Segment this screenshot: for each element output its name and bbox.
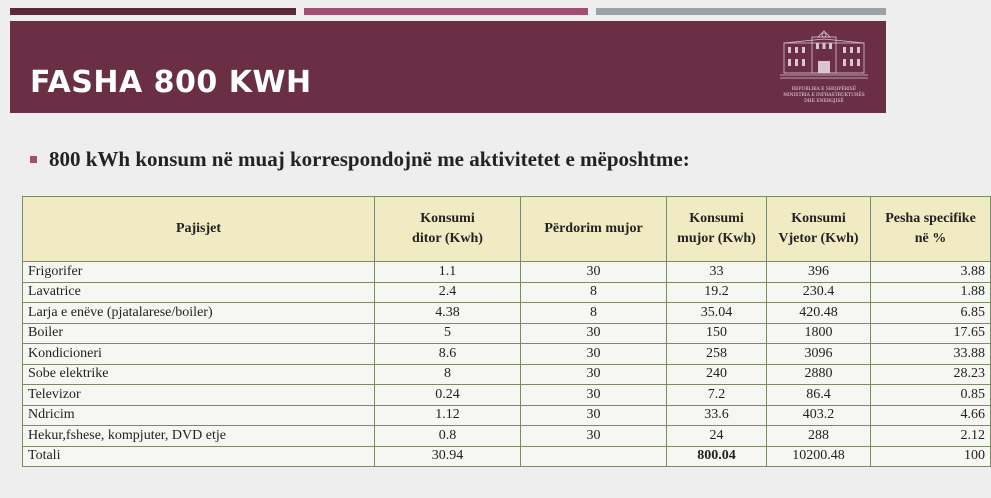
cell-share-percent: 3.88 xyxy=(871,262,991,283)
cell-monthly-use: 30 xyxy=(521,405,667,426)
cell-total-monthly-kwh: 800.04 xyxy=(667,446,767,467)
table-row xyxy=(23,303,991,324)
cell-share-percent: 6.85 xyxy=(871,303,991,324)
cell-daily: 0.24 xyxy=(375,385,521,406)
title-banner xyxy=(10,21,886,113)
cell-appliance: Kondicioneri xyxy=(23,344,375,365)
cell-daily: 2.4 xyxy=(375,282,521,303)
cell-monthly-use: 30 xyxy=(521,385,667,406)
cell-daily: 8.6 xyxy=(375,344,521,365)
header-text: ditor (Kwh) xyxy=(412,231,483,246)
cell-daily: 1.12 xyxy=(375,405,521,426)
cell-appliance: Lavatrice xyxy=(23,282,375,303)
table-header-row xyxy=(23,197,991,262)
header-text: Pesha specifike xyxy=(885,211,976,226)
cell-monthly-use: 8 xyxy=(521,303,667,324)
header-text: në % xyxy=(914,231,947,246)
header-text: Përdorim mujor xyxy=(544,221,643,236)
cell-appliance: Larja e enëve (pjatalarese/boiler) xyxy=(23,303,375,324)
logo-line-3: DHE ENERGJISË xyxy=(804,99,844,104)
table-row xyxy=(23,344,991,365)
cell-share-percent: 2.12 xyxy=(871,426,991,447)
cell-monthly-kwh: 33.6 xyxy=(667,405,767,426)
cell-monthly-kwh: 19.2 xyxy=(667,282,767,303)
cell-monthly-kwh: 33 xyxy=(667,262,767,283)
cell-monthly-kwh: 7.2 xyxy=(667,385,767,406)
header-text: Vjetor (Kwh) xyxy=(778,231,859,246)
header-perdorim-mujor xyxy=(521,197,667,262)
cell-yearly-kwh: 403.2 xyxy=(767,405,871,426)
logo-line-2: MINISTRIA E INFRASTRUKTURËS xyxy=(783,93,865,98)
table-row xyxy=(23,364,991,385)
cell-appliance: Hekur,fshese, kompjuter, DVD etje xyxy=(23,426,375,447)
cell-monthly-use: 30 xyxy=(521,344,667,365)
header-text: Konsumi xyxy=(689,211,744,226)
cell-total-share: 100 xyxy=(871,446,991,467)
table-row xyxy=(23,262,991,283)
cell-monthly-use: 30 xyxy=(521,364,667,385)
cell-total-daily: 30.94 xyxy=(375,446,521,467)
header-text: Konsumi xyxy=(420,211,475,226)
cell-appliance: Sobe elektrike xyxy=(23,364,375,385)
header-text: mujor (Kwh) xyxy=(677,231,756,246)
subtitle-text: 800 kWh konsum në muaj korrespondojnë me aktivitetet e mëposhtme: xyxy=(49,147,690,171)
cell-monthly-use: 30 xyxy=(521,426,667,447)
cell-share-percent: 33.88 xyxy=(871,344,991,365)
cell-monthly-use: 30 xyxy=(521,323,667,344)
header-pesha-specifike xyxy=(871,197,991,262)
cell-daily: 5 xyxy=(375,323,521,344)
cell-yearly-kwh: 396 xyxy=(767,262,871,283)
cell-share-percent: 0.85 xyxy=(871,385,991,406)
cell-yearly-kwh: 1800 xyxy=(767,323,871,344)
accent-bar-pink xyxy=(304,8,588,15)
table-row xyxy=(23,282,991,303)
table-row xyxy=(23,323,991,344)
cell-yearly-kwh: 86.4 xyxy=(767,385,871,406)
cell-monthly-use: 8 xyxy=(521,282,667,303)
cell-monthly-kwh: 240 xyxy=(667,364,767,385)
cell-total-monthly-use xyxy=(521,446,667,467)
cell-share-percent: 4.66 xyxy=(871,405,991,426)
cell-total-yearly-kwh: 10200.48 xyxy=(767,446,871,467)
cell-yearly-kwh: 420.48 xyxy=(767,303,871,324)
consumption-table xyxy=(22,196,991,467)
cell-daily: 8 xyxy=(375,364,521,385)
cell-share-percent: 1.88 xyxy=(871,282,991,303)
header-text: Pajisjet xyxy=(175,221,222,236)
ministry-logo xyxy=(774,27,874,109)
header-text: Konsumi xyxy=(791,211,846,226)
cell-daily: 0.8 xyxy=(375,426,521,447)
cell-monthly-use: 30 xyxy=(521,262,667,283)
cell-appliance: Frigorifer xyxy=(23,262,375,283)
building-emblem-icon xyxy=(774,27,874,85)
bullet-icon xyxy=(30,156,37,163)
cell-share-percent: 17.65 xyxy=(871,323,991,344)
logo-line-1: REPUBLIKA E SHQIPËRISË xyxy=(791,87,857,92)
table-row xyxy=(23,405,991,426)
header-konsumi-vjetor xyxy=(767,197,871,262)
slide-title: FASHA 800 KWH xyxy=(30,65,312,100)
cell-yearly-kwh: 2880 xyxy=(767,364,871,385)
cell-monthly-kwh: 258 xyxy=(667,344,767,365)
cell-appliance: Televizor xyxy=(23,385,375,406)
subtitle-row xyxy=(30,147,690,172)
header-konsumi-ditor xyxy=(375,197,521,262)
cell-appliance: Boiler xyxy=(23,323,375,344)
accent-bar-gray xyxy=(596,8,886,15)
cell-share-percent: 28.23 xyxy=(871,364,991,385)
accent-bar-dark xyxy=(10,8,296,15)
cell-monthly-kwh: 35.04 xyxy=(667,303,767,324)
cell-yearly-kwh: 3096 xyxy=(767,344,871,365)
cell-yearly-kwh: 288 xyxy=(767,426,871,447)
header-pajisjet xyxy=(23,197,375,262)
table-row xyxy=(23,426,991,447)
top-accent-bars xyxy=(10,8,886,16)
cell-monthly-kwh: 24 xyxy=(667,426,767,447)
cell-total-label: Totali xyxy=(23,446,375,467)
cell-appliance: Ndricim xyxy=(23,405,375,426)
table-total-row xyxy=(23,446,991,467)
cell-daily: 4.38 xyxy=(375,303,521,324)
header-konsumi-mujor xyxy=(667,197,767,262)
table-row xyxy=(23,385,991,406)
cell-monthly-kwh: 150 xyxy=(667,323,767,344)
cell-daily: 1.1 xyxy=(375,262,521,283)
cell-yearly-kwh: 230.4 xyxy=(767,282,871,303)
